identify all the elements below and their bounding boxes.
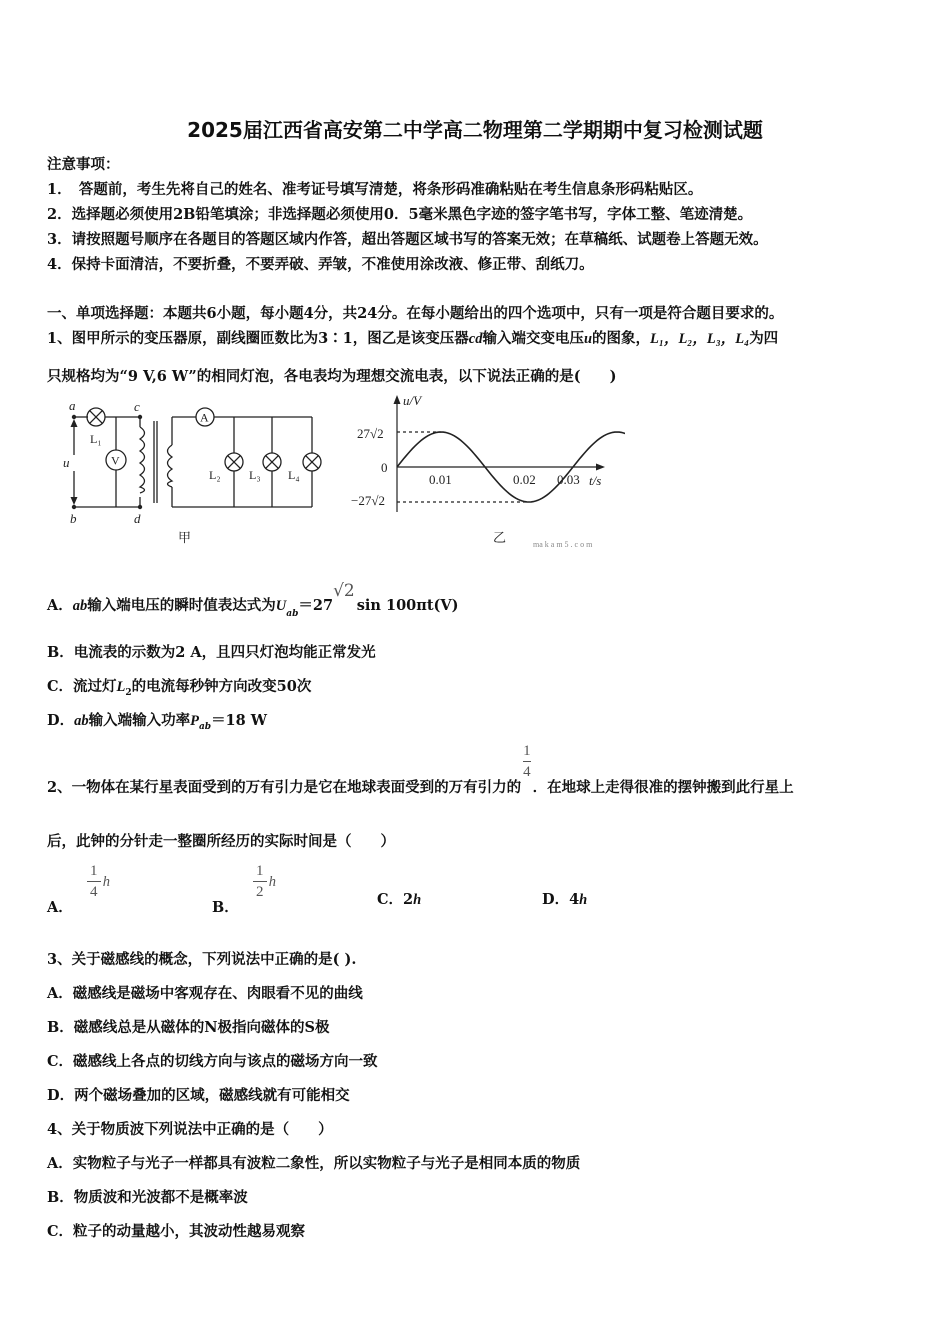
q3-option-b[interactable]: B．磁感线总是从磁体的N极指向磁体的S极 — [47, 1019, 330, 1036]
q1-stem-part-a: 1、图甲所示的变压器原，副线圈匝数比为3∶1，图乙是该变压器 — [47, 330, 469, 347]
circuit-label-u: u — [63, 455, 70, 470]
q1-stem-part-d: 为四 — [749, 330, 779, 347]
q2-option-d-label: D．4 — [542, 891, 580, 908]
q2-option-a-num: 1 — [90, 863, 98, 879]
circuit-label-d: d — [134, 511, 141, 526]
q1-option-c-b: 的电流每秒钟方向改变50次 — [131, 678, 312, 695]
graph-ylabel: u/V — [403, 393, 422, 408]
q2-option-a-label: A． — [47, 898, 73, 916]
q1-lamps: L₁，L₂，L₃，L₄ — [650, 331, 750, 347]
circuit-label-L4: L₄ — [288, 468, 300, 482]
circuit-caption: 甲 — [178, 530, 192, 545]
q3-option-d[interactable]: D．两个磁场叠加的区域，磁感线就有可能相交 — [47, 1087, 350, 1104]
q2-option-a-bar — [87, 881, 101, 882]
graph-ytick-top: 27√2 — [357, 426, 384, 441]
q3-stem: 3、关于磁感线的概念，下列说法中正确的是( ). — [47, 951, 357, 968]
q2-option-b-bar — [253, 881, 267, 882]
graph-xlabel: t/s — [589, 473, 602, 488]
q1-option-d-P: P — [190, 713, 199, 729]
graph-ytick-zero: 0 — [381, 460, 388, 475]
graph-caption: 乙 — [493, 530, 507, 545]
notice-item-3: 3．请按照题号顺序在各题目的答题区域内作答，超出答题区域书写的答案无效；在草稿纸、试题卷上答题无效。 — [47, 231, 768, 248]
q1-stem-line2: 只规格均为“9 V,6 W”的相同灯泡，各电表均为理想交流电表，以下说法正确的是( ) — [47, 368, 617, 385]
q2-option-a[interactable] — [47, 862, 111, 916]
q1-option-d-sub: ab — [198, 721, 212, 732]
q2-option-d[interactable] — [542, 888, 587, 909]
q2-fraction — [523, 742, 531, 781]
q2-option-b[interactable] — [212, 862, 277, 916]
q1-option-a-eq: ＝27 — [298, 597, 334, 614]
q2-fraction-den: 4 — [523, 764, 531, 780]
q1-stem-part-c: 的图象， — [592, 330, 651, 347]
graph-xtick-0-01: 0.01 — [429, 472, 452, 487]
circuit-label-L3: L₃ — [249, 468, 261, 482]
graph-xtick-0-03: 0.03 — [557, 472, 580, 487]
q1-option-d-b: 输入端输入功率 — [88, 712, 191, 729]
q2-option-c-label: C．2 — [377, 891, 414, 908]
q1-option-a-sqrt: √2 — [333, 581, 355, 601]
q2-option-c-unit: h — [413, 892, 422, 908]
q1-option-c-a: C．流过灯 — [47, 678, 117, 695]
page-title: 2025届江西省高安第二中学高二物理第二学期期中复习检测试题 — [187, 118, 763, 142]
q2-option-b-num: 1 — [256, 863, 264, 879]
notice-heading: 注意事项： — [47, 156, 120, 173]
q3-option-a[interactable]: A．磁感线是磁场中客观存在、肉眼看不见的曲线 — [47, 985, 363, 1002]
q3-option-c[interactable]: C．磁感线上各点的切线方向与该点的磁场方向一致 — [47, 1053, 378, 1070]
q1-option-d[interactable] — [47, 709, 267, 732]
graph-watermark: ma k a m 5 . c o m — [533, 540, 593, 549]
q1-option-a-ab: ab — [72, 598, 88, 614]
notice-item-2: 2．选择题必须使用2B铅笔填涂；非选择题必须使用0．5毫米黑色字迹的签字笔书写，字体工整、笔迹清楚。 — [47, 206, 753, 223]
q2-option-a-unit: h — [102, 873, 111, 890]
circuit-diagram — [60, 395, 340, 550]
graph-ytick-bottom: −27√2 — [351, 493, 385, 508]
ammeter-label: A — [200, 410, 209, 425]
q1-stem-part-b: 输入端交变电压 — [482, 330, 584, 347]
q4-option-b[interactable]: B．物质波和光波都不是概率波 — [47, 1189, 248, 1206]
q2-option-b-unit: h — [268, 873, 277, 890]
q1-cd: cd — [468, 331, 483, 347]
q2-fraction-bar — [523, 761, 531, 762]
q1-option-a[interactable] — [47, 580, 459, 619]
notice-item-4: 4．保持卡面清洁，不要折叠，不要弄破、弄皱，不准使用涂改液、修正带、刮纸刀。 — [47, 256, 594, 273]
q2-option-c[interactable] — [377, 888, 421, 909]
q4-option-a[interactable]: A．实物粒子与光子一样都具有波粒二象性，所以实物粒子与光子是相同本质的物质 — [47, 1155, 581, 1172]
notice-item-1: 1． 答题前，考生先将自己的姓名、准考证号填写清楚，将条形码准确粘贴在考生信息条形码粘贴区。 — [47, 181, 703, 198]
q2-fraction-num: 1 — [523, 743, 531, 759]
q1-option-a-tail: sin 100πt(V) — [356, 597, 459, 614]
q1-option-b[interactable]: B．电流表的示数为2 A，且四只灯泡均能正常发光 — [47, 644, 376, 661]
voltage-time-graph — [345, 392, 625, 557]
q1-option-d-ab: ab — [74, 713, 89, 729]
circuit-label-L1: L₁ — [90, 432, 102, 446]
circuit-label-c: c — [134, 399, 140, 414]
q4-option-c[interactable]: C．粒子的动量越小，其波动性越易观察 — [47, 1223, 306, 1240]
q1-option-a-prefix: A． — [47, 597, 73, 614]
q2-stem-line1 — [47, 742, 907, 796]
graph-xtick-0-02: 0.02 — [513, 472, 536, 487]
q1-option-a-text: 输入端电压的瞬时值表达式为 — [87, 597, 276, 614]
q1-option-d-c: ＝18 W — [211, 712, 268, 729]
circuit-label-b: b — [70, 511, 77, 526]
q1-option-d-a: D． — [47, 712, 75, 729]
q4-stem: 4、关于物质波下列说法中正确的是（ ） — [47, 1121, 333, 1138]
q2-option-d-unit: h — [579, 892, 588, 908]
q2-option-b-label: B． — [212, 898, 239, 916]
q2-stem-line2: 后，此钟的分针走一整圈所经历的实际时间是（ ） — [47, 833, 395, 850]
q1-option-a-sub: ab — [286, 608, 299, 619]
voltmeter-label: V — [111, 453, 120, 468]
q1-option-c-sub: 2 — [125, 687, 132, 698]
q2-stem-part-b: ．在地球上走得很准的摆钟搬到此行星上 — [532, 778, 794, 796]
circuit-label-L2: L₂ — [209, 468, 221, 482]
q2-option-a-fraction — [87, 862, 101, 901]
q2-option-b-fraction — [253, 862, 267, 901]
q1-option-c-L: L — [116, 679, 126, 695]
q2-option-a-den: 4 — [90, 884, 98, 900]
q2-option-b-den: 2 — [256, 884, 264, 900]
q1-u: u — [583, 331, 593, 347]
q1-stem-line1 — [47, 327, 778, 348]
section-heading: 一、单项选择题：本题共6小题，每小题4分，共24分。在每小题给出的四个选项中，只有一项是符合题目要求的。 — [47, 305, 784, 322]
q2-stem-part-a: 2、一物体在某行星表面受到的万有引力是它在地球表面受到的万有引力的 — [47, 778, 522, 796]
q1-option-a-U: U — [275, 598, 287, 614]
circuit-label-a: a — [69, 398, 76, 413]
q1-option-c[interactable] — [47, 675, 311, 698]
